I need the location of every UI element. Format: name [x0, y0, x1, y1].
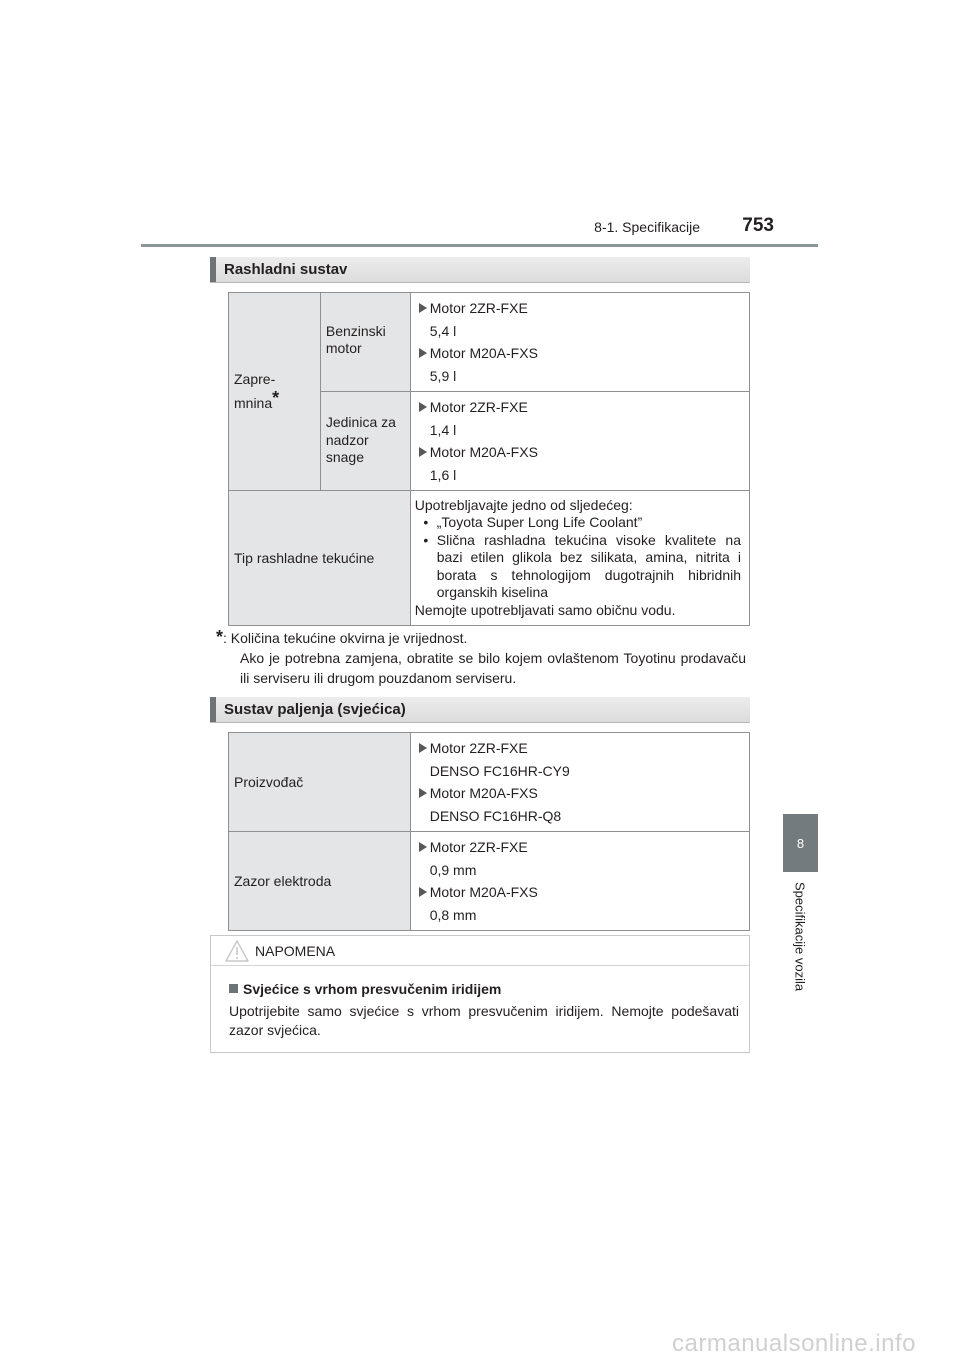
spark-plug-value: DENSO FC16HR-Q8	[429, 807, 562, 824]
gap-value: 0,8 mm	[429, 906, 477, 923]
engine-name: Motor M20A-FXS	[429, 444, 538, 461]
triangle-bullet-icon	[419, 348, 427, 358]
engine-name: Motor M20A-FXS	[429, 345, 538, 362]
list-item	[417, 396, 743, 419]
triangle-bullet-icon	[419, 842, 427, 852]
maker-values	[410, 733, 749, 832]
chapter-label-text: Specifikacije vozila	[792, 882, 808, 992]
engine-name: Motor 2ZR-FXE	[429, 740, 528, 757]
capacity-value: 5,4 l	[429, 322, 457, 339]
engine-name: Motor 2ZR-FXE	[429, 399, 528, 416]
list-item	[415, 514, 741, 532]
capacity-asterisk: *	[272, 388, 280, 408]
triangle-bullet-icon	[419, 447, 427, 457]
capacity-value: 1,6 l	[429, 466, 457, 483]
chapter-label	[784, 882, 816, 1012]
capacity-value: 1,4 l	[429, 421, 457, 438]
capacity-value: 5,9 l	[429, 367, 457, 384]
footnote-continuation: Ako je potrebna zamjena, obratite se bilo kojem ovlaštenom Toyotinu prodavaču ili serviseru ili drugom pouzdanom serviseru.	[240, 650, 746, 686]
ignition-section-title: Sustav paljenja (svjećica)	[224, 701, 406, 718]
notice-item	[229, 980, 739, 1040]
gap-value: 0,9 mm	[429, 861, 477, 878]
list-item	[417, 737, 743, 760]
notice-box	[210, 935, 750, 1053]
engine-name: Motor 2ZR-FXE	[429, 300, 528, 317]
gasoline-values	[410, 293, 749, 392]
list-item	[417, 342, 743, 365]
footnote-text: : Količina tekućine okvirna je vrijednost.	[223, 630, 468, 646]
header-rule	[141, 244, 818, 247]
gasoline-engine-label: Benzinski motor	[325, 323, 386, 356]
coolant-option: „Toyota Super Long Life Coolant”	[436, 514, 643, 531]
triangle-bullet-icon	[419, 402, 427, 412]
cooling-table	[228, 292, 750, 626]
coolant-type-values	[410, 491, 749, 626]
coolant-outro: Nemojte upotrebljavati samo običnu vodu.	[414, 601, 676, 618]
ignition-table	[228, 732, 750, 931]
spark-plug-value: DENSO FC16HR-CY9	[429, 762, 570, 779]
capacity-cell	[229, 293, 321, 491]
section-title: 8-1. Specifikacije	[594, 219, 700, 235]
engine-name: Motor M20A-FXS	[429, 785, 538, 802]
section-bar	[210, 257, 216, 282]
cooling-section-title: Rashladni sustav	[224, 261, 348, 278]
maker-cell	[229, 733, 411, 832]
engine-name: Motor M20A-FXS	[429, 884, 538, 901]
coolant-intro: Upotrebljavajte jedno od sljedećeg:	[414, 496, 633, 513]
list-item	[415, 532, 741, 602]
notice-item-text: Upotrijebite samo svjećice s vrhom presvučenim iridijem. Nemojte podešavati zazor svjećica.	[229, 1003, 739, 1038]
triangle-bullet-icon	[419, 743, 427, 753]
list-item	[417, 782, 743, 805]
warning-triangle-icon	[225, 940, 249, 967]
chapter-tab[interactable]	[783, 814, 818, 872]
coolant-type-label: Tip rashladne tekućine	[234, 550, 375, 566]
cooling-section-header	[210, 257, 750, 283]
list-item	[417, 881, 743, 904]
chapter-number: 8	[796, 835, 805, 851]
section-bar	[210, 697, 216, 722]
list-item	[417, 441, 743, 464]
notice-heading: NAPOMENA	[255, 943, 336, 959]
bullet-dot-icon: •	[423, 514, 429, 531]
triangle-bullet-icon	[419, 788, 427, 798]
notice-item-title: Svjećice s vrhom presvučenim iridijem	[243, 981, 502, 997]
watermark-text: carmanualsonline.info	[672, 1330, 916, 1357]
triangle-bullet-icon	[419, 303, 427, 313]
gap-label: Zazor elektroda	[234, 873, 332, 889]
triangle-bullet-icon	[419, 887, 427, 897]
pcu-label: Jedinica za nadzor snage	[325, 414, 396, 465]
coolant-type-cell	[229, 491, 411, 626]
ignition-section-header	[210, 697, 750, 723]
list-item	[417, 836, 743, 859]
list-item	[417, 297, 743, 320]
footnote-asterisk: *	[216, 627, 224, 647]
bullet-dot-icon: •	[423, 531, 429, 548]
maker-label: Proizvođač	[234, 774, 304, 790]
square-bullet-icon	[229, 984, 238, 993]
gap-values	[410, 832, 749, 931]
gap-cell	[229, 832, 411, 931]
page-number: 753	[742, 215, 774, 236]
capacity-label: Zapre- mnina	[234, 371, 276, 411]
engine-name: Motor 2ZR-FXE	[429, 839, 528, 856]
pcu-cell	[320, 392, 410, 491]
notice-header	[211, 936, 749, 966]
capacity-footnote	[216, 627, 746, 688]
watermark	[0, 1330, 960, 1358]
coolant-option: Slična rashladna tekućina visoke kvalitete na bazi etilen glikola bez silikata, amina, nitrita i borata s tehnologijom dugotrajnih hibridnih organskih kiselina	[436, 531, 741, 601]
pcu-values	[410, 392, 749, 491]
gasoline-engine-cell	[320, 293, 410, 392]
